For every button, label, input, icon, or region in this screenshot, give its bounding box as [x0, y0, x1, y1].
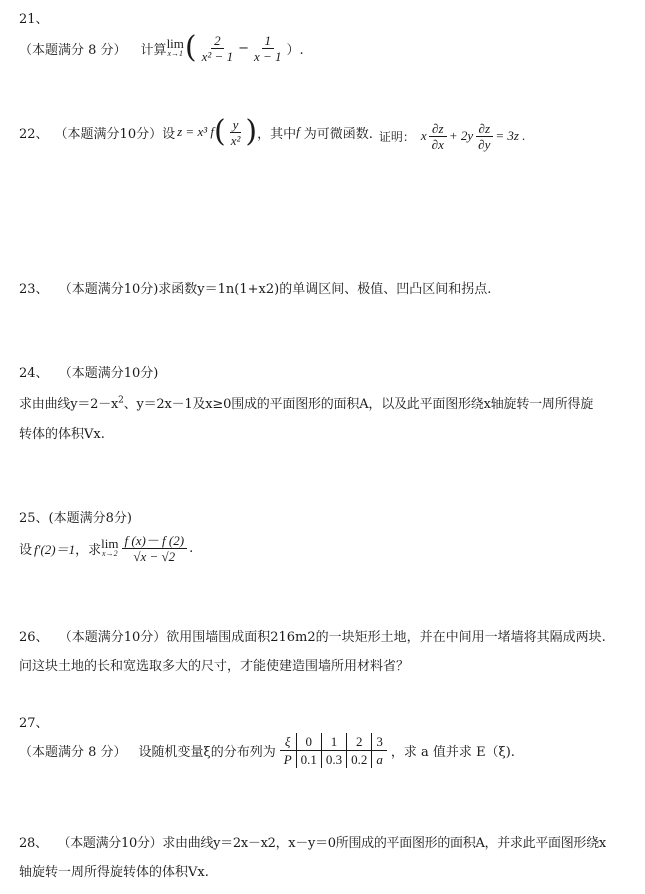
question-22-number: 22、 [19, 126, 49, 142]
question-28-line-1 [19, 832, 606, 851]
question-22-score: （本题满分10分） [54, 126, 163, 142]
table-cell: 2 [347, 733, 372, 751]
left-paren: ( [213, 114, 226, 149]
question-24-line-2: 转体的体积Vx. [19, 427, 105, 442]
question-22-text-b: ，其中 [257, 126, 297, 142]
question-26-line-2: 问这块土地的长和宽选取多大的尺寸，才能使建造围墙所用材料省？ [19, 659, 410, 674]
left-paren: ( [184, 30, 197, 65]
question-25-fraction [122, 533, 188, 564]
question-22-fraction [228, 117, 244, 148]
fraction-denominator: x² [230, 132, 241, 148]
fraction-numerator: 2 [211, 33, 224, 49]
question-21-score: （本题满分 8 分） [19, 42, 127, 58]
question-23-number: 23、 [19, 282, 49, 297]
table-cell: 0.2 [347, 750, 372, 768]
fraction-numerator: 1 [262, 33, 275, 49]
question-28-text: （本题满分10分）求由曲线y＝2x－x2，x－y＝0所围成的平面图形的面积A，并求此平面图形绕x [57, 836, 606, 851]
question-27-score: （本题满分 8 分） [19, 744, 127, 760]
question-27-number: 27、 [19, 716, 49, 731]
question-24-header [19, 362, 158, 381]
question-22-proof-label: 证明： [378, 129, 415, 144]
question-25-derivative: f′(2)＝1 [34, 541, 76, 557]
fraction-numerator: ∂z [476, 121, 493, 137]
question-22-f-symbol: f [296, 124, 300, 139]
table-cell: 0.3 [321, 750, 346, 768]
table-cell: 0.1 [296, 750, 321, 768]
question-25-lead: 设 [19, 542, 33, 558]
question-28-number: 28、 [19, 836, 48, 851]
question-21-fraction-1 [199, 33, 236, 64]
question-26-number: 26、 [19, 630, 49, 645]
table-cell: 1 [321, 733, 346, 751]
limit-word: lim [101, 536, 119, 551]
question-24-number: 24、 [19, 366, 49, 381]
question-28-line-2: 轴旋转一周所得旋转体的体积Vx. [19, 865, 209, 880]
question-22-mid: + 2y [448, 128, 474, 143]
sqrt-2: √2 [161, 548, 176, 564]
right-paren: ) [245, 114, 258, 149]
question-25-score: (本题满分8分) [48, 511, 132, 526]
question-24-line-1-end: 、y＝2x－1及x≥0围成的平面图形的面积A，以及此平面图形绕x轴旋转一周所得旋 [123, 397, 594, 412]
fraction-denominator: x − 1 [253, 48, 282, 64]
table-cell: a [372, 750, 387, 768]
question-22-expression: z = x³ f [177, 124, 214, 139]
fraction-denominator [130, 549, 178, 564]
question-22-partial-y [475, 121, 493, 152]
question-27-tail: ，求 a 值并求 E（ξ). [390, 744, 515, 760]
distribution-table [280, 733, 387, 768]
table-cell: 3 [372, 733, 387, 751]
question-24-score: （本题满分10分) [58, 366, 159, 381]
question-21-body [19, 30, 304, 66]
question-27-lead: 设随机变量ξ的分布列为 [138, 744, 276, 760]
table-cell: 0 [296, 733, 321, 751]
fraction-numerator: f (x)－ f (2) [122, 533, 188, 549]
question-27-body [19, 730, 515, 770]
question-23-body [19, 278, 491, 297]
distribution-row-values [280, 733, 387, 751]
question-25-header [19, 507, 132, 526]
question-25-limit [101, 538, 118, 558]
question-22-body [19, 108, 525, 156]
question-23-text: （本题满分10分)求函数y＝1n(1+x2)的单调区间、极值、凹凸区间和拐点. [58, 282, 492, 297]
question-26-text: （本题满分10分）欲用围墙围成面积216m2的一块矩形土地，并在中间用一堵墙将其隔成两块. [58, 630, 606, 645]
question-21-number: 21、 [19, 12, 49, 27]
question-22-text-c: 为可微函数. [303, 126, 373, 142]
distribution-row-probabilities [280, 750, 387, 768]
question-25-number: 25、 [19, 511, 49, 526]
question-24-line-1-start: 求由曲线y＝2－x [19, 397, 119, 412]
fraction-denominator: ∂y [478, 136, 491, 152]
question-21-fraction-2 [251, 33, 285, 64]
limit-word: lim [166, 36, 184, 51]
minus-sign: − [149, 548, 159, 564]
question-22-x: x [420, 128, 427, 143]
limit-subscript: x→1 [167, 49, 184, 58]
table-cell: P [283, 751, 292, 767]
question-25-mid: ，求 [75, 542, 102, 558]
sqrt-x: √x [133, 548, 147, 564]
question-26-line-1 [19, 626, 606, 645]
fraction-denominator: x² − 1 [201, 48, 234, 64]
question-22-end: = 3z . [495, 128, 526, 143]
question-21-lead: 计算 [140, 42, 167, 58]
question-21-end: ）. [286, 42, 304, 58]
question-21-limit [167, 38, 184, 58]
limit-subscript: x→2 [102, 549, 118, 558]
question-25-body [19, 528, 193, 568]
question-24-exponent: 2 [118, 395, 124, 406]
fraction-denominator: ∂x [431, 136, 444, 152]
fraction-numerator: y [230, 117, 242, 133]
question-22-partial-x [429, 121, 447, 152]
question-25-end: . [189, 540, 194, 556]
question-24-line-1 [19, 393, 593, 412]
minus-sign: − [238, 40, 249, 56]
table-cell: ξ [280, 733, 296, 751]
fraction-numerator: ∂z [429, 121, 446, 137]
question-22-text-a: 设 [162, 126, 176, 142]
